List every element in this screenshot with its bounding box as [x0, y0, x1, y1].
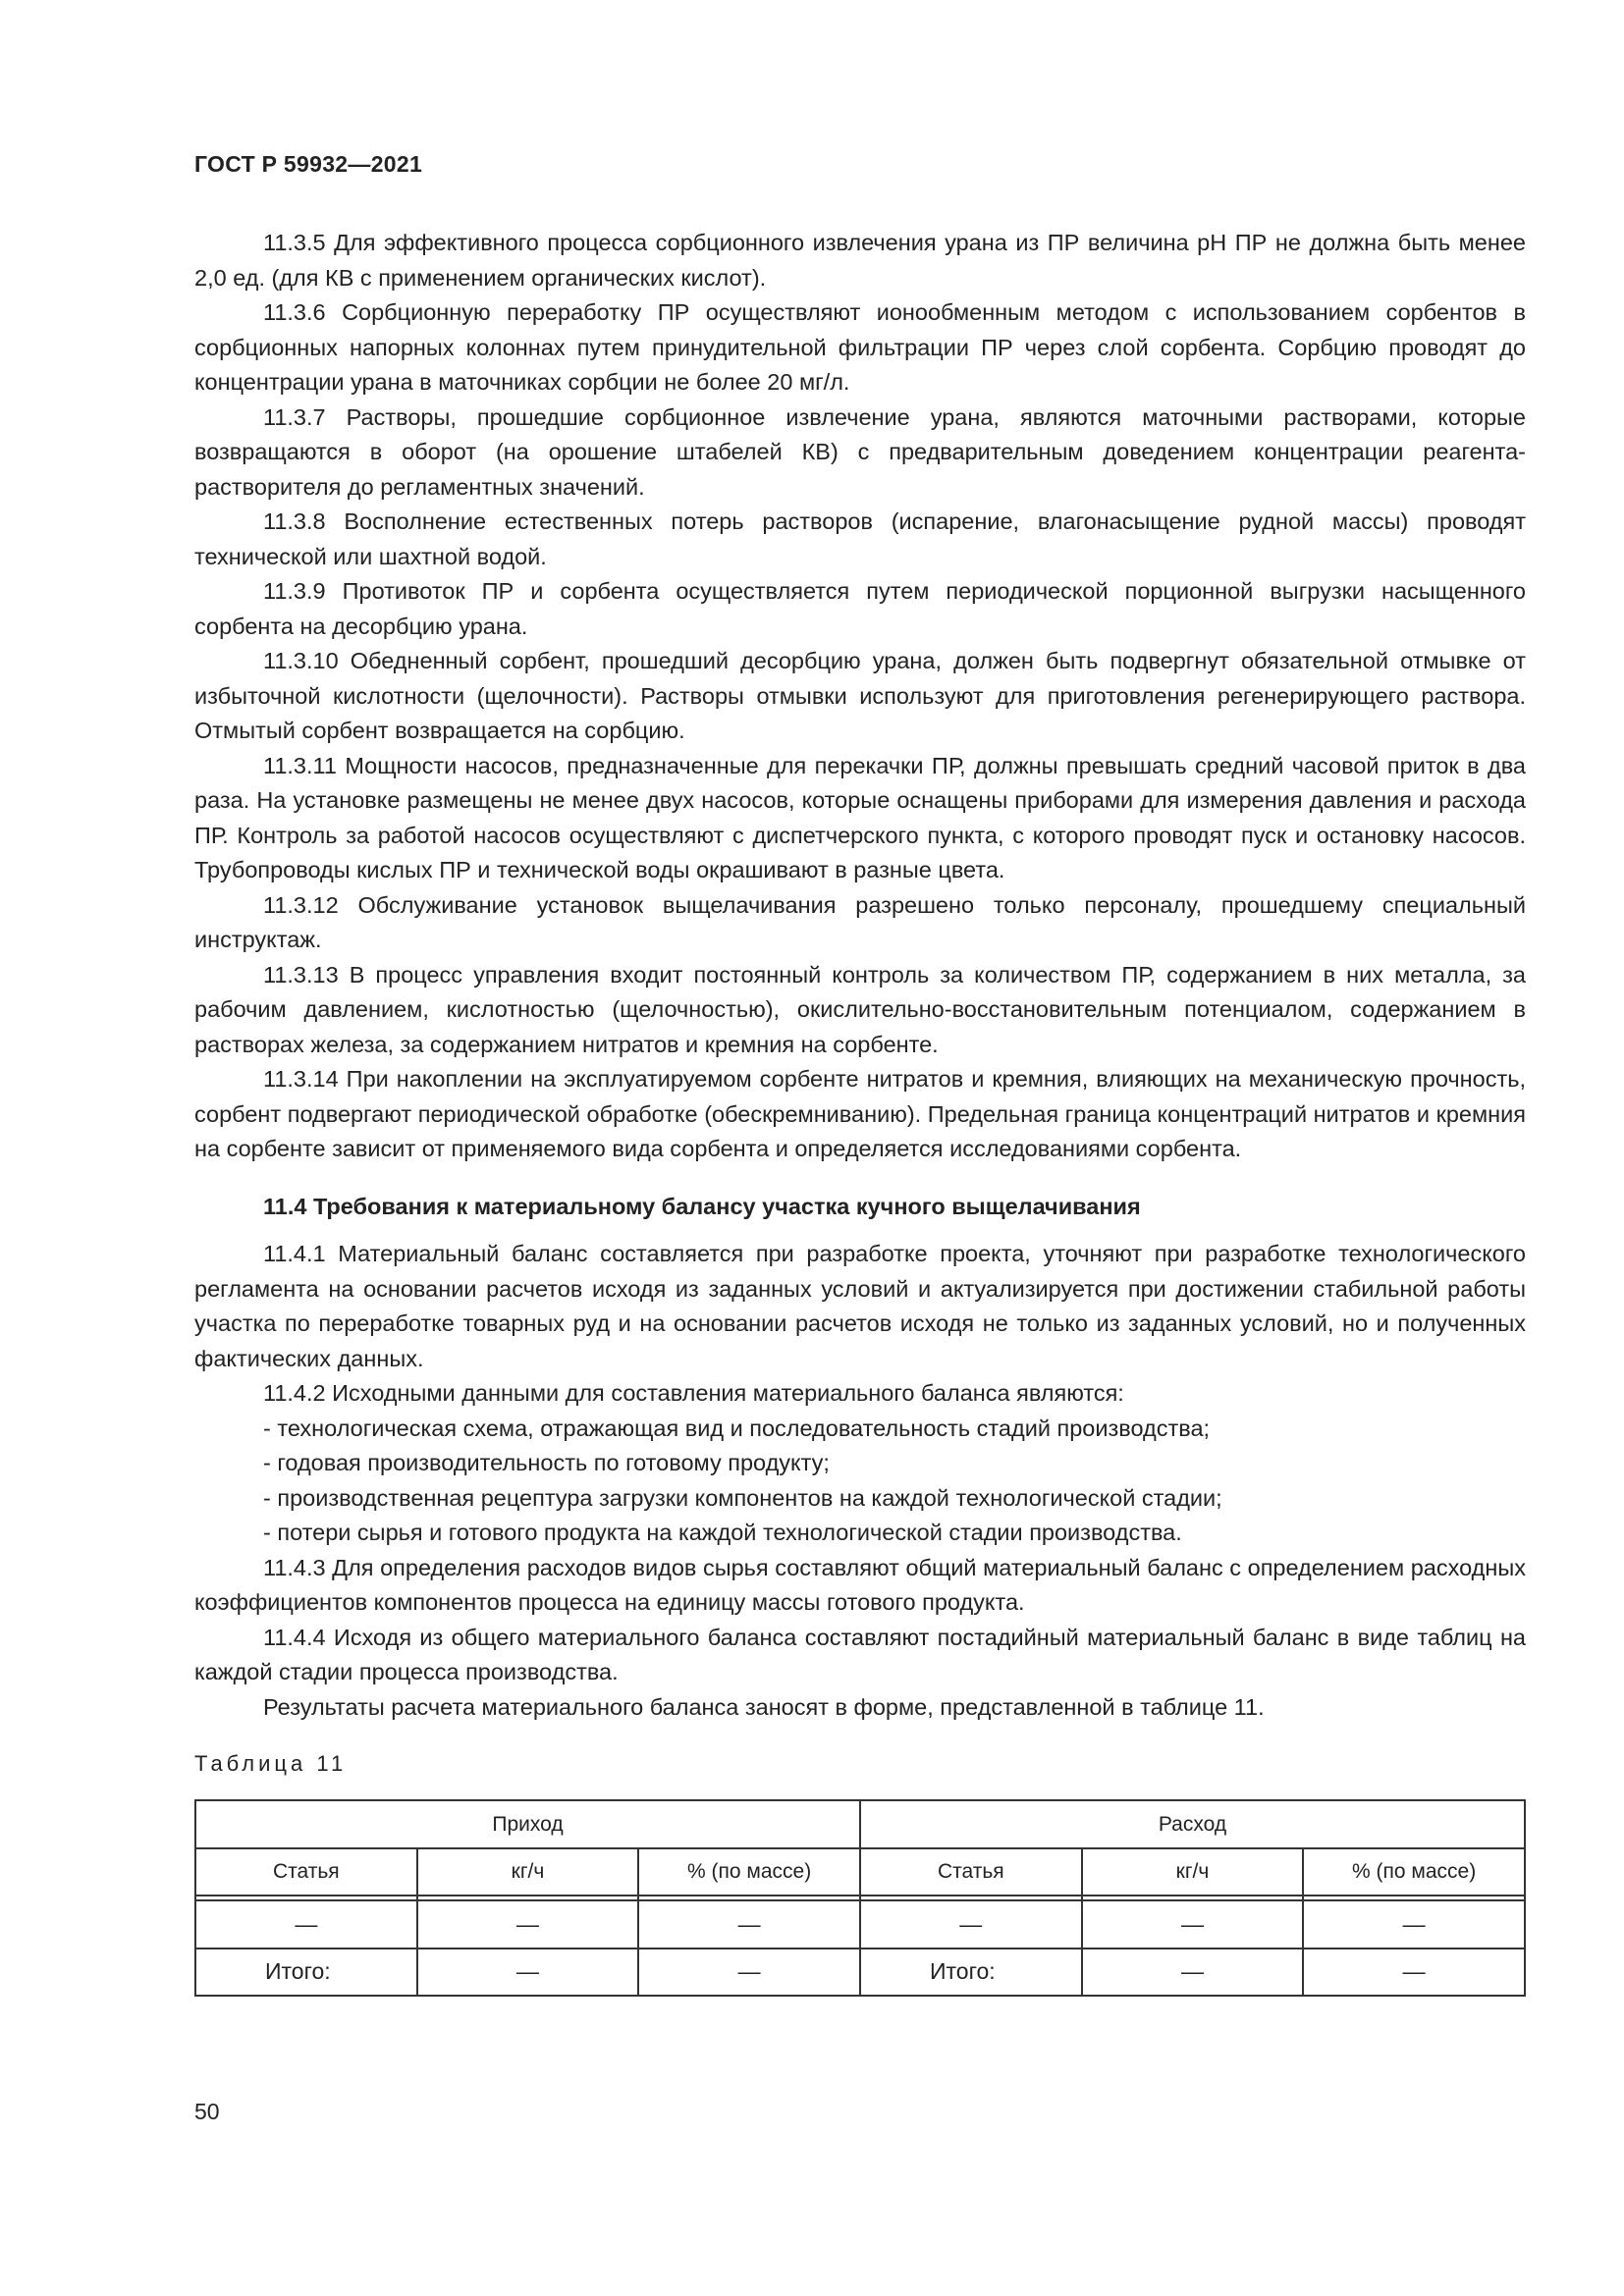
table-row — [195, 1900, 1525, 1949]
source-data-list — [194, 1412, 1526, 1551]
table-cell: — — [1303, 1949, 1525, 1996]
table-group-header-row — [195, 1800, 1525, 1848]
table-cell: — — [638, 1900, 860, 1949]
table-cell: — — [195, 1900, 417, 1949]
paragraph-results: Результаты расчета материального баланса заносят в форме, представленной в таблице 11. — [263, 1693, 1265, 1720]
paragraph-11-3-10: 11.3.10 Обедненный сорбент, прошедший десорбцию урана, должен быть подвергнут обязательной отмывке от избыточной кислотности (щелочности). Растворы отмывки используют для приготовления регенерирующего раствора. Отмытый сорбент возвращается на сорбцию. — [194, 648, 1526, 743]
paragraph-11-3-13: 11.3.13 В процесс управления входит постоянный контроль за количеством ПР, содержанием в них металла, за рабочим давлением, кислотностью (щелочностью), окислительно-восстановительным потенциалом, содержанием в растворах железа, за содержанием нитратов и кремния на сорбенте. — [194, 961, 1526, 1057]
paragraph-11-3-7: 11.3.7 Растворы, прошедшие сорбционное извлечение урана, являются маточными растворами, которые возвращаются в оборот (на орошение штабелей КВ) с предварительным доведением концентрации реагента-растворителя до регламентных значений. — [194, 403, 1526, 500]
paragraph-11-4-2: 11.4.2 Исходными данными для составления материального баланса являются: — [263, 1380, 1124, 1406]
table-cell: — — [860, 1900, 1082, 1949]
column-header: Статья — [860, 1848, 1082, 1896]
paragraph-11-3-11: 11.3.11 Мощности насосов, предназначенные для перекачки ПР, должны превышать средний часовой приток в два раза. На установке размещены не менее двух насосов, которые оснащены приборами для измерения давления и расхода ПР. Контроль за работой насосов осуществляют с диспетчерского пункта, с которого проводят пуск и остановку насосов. Трубопроводы кислых ПР и технической воды окрашивают в разные цвета. — [194, 752, 1526, 882]
table-cell: — — [638, 1949, 860, 1996]
total-label-expense: Итого: — [860, 1949, 1082, 1996]
table-cell: — — [1082, 1900, 1304, 1949]
table-column-header-row — [195, 1848, 1525, 1896]
paragraph-11-3-9: 11.3.9 Противоток ПР и сорбента осуществляется путем периодической порционной выгрузки насыщенного сорбента на десорбцию урана. — [194, 578, 1526, 639]
section-heading-11-4: 11.4 Требования к материальному балансу участка кучного выщелачивания — [263, 1193, 1141, 1219]
table-cell: — — [417, 1900, 639, 1949]
group-header-expense: Расход — [860, 1800, 1525, 1848]
paragraph-11-3-14: 11.3.14 При накоплении на эксплуатируемом сорбенте нитратов и кремния, влияющих на механическую прочность, сорбент подвергают периодической обработке (обескремниванию). Предельная граница концентраций нитратов и кремния на сорбенте зависит от применяемого вида сорбента и определяется исследованиями сорбента. — [194, 1066, 1526, 1161]
table-cell: — — [1082, 1949, 1304, 1996]
table-cell: — — [417, 1949, 639, 1996]
list-item: - производственная рецептура загрузки компонентов на каждой технологической стадии; — [263, 1484, 1222, 1511]
column-header: кг/ч — [1082, 1848, 1304, 1896]
paragraph-11-3-12: 11.3.12 Обслуживание установок выщелачивания разрешено только персоналу, прошедшему специальный инструктаж. — [194, 891, 1526, 952]
paragraph-11-4-4: 11.4.4 Исходя из общего материального баланса составляют постадийный материальный баланс в виде таблиц на каждой стадии процесса производства. — [194, 1624, 1526, 1684]
group-header-income: Приход — [195, 1800, 860, 1848]
column-header: Статья — [195, 1848, 417, 1896]
paragraph-11-3-8: 11.3.8 Восполнение естественных потерь растворов (испарение, влагонасыщение рудной массы) проводят технической или шахтной водой. — [194, 508, 1526, 569]
material-balance-table — [194, 1799, 1526, 1997]
page-number: 50 — [194, 2099, 220, 2124]
paragraph-11-3-6: 11.3.6 Сорбционную переработку ПР осуществляют ионообменным методом с использованием сорбентов в сорбционных напорных колоннах путем принудительной фильтрации ПР через слой сорбента. Сорбцию проводят до концентрации урана в маточниках сорбции не более 20 мг/л. — [194, 299, 1526, 395]
page-body — [194, 226, 1526, 1997]
table-total-row — [195, 1949, 1525, 1996]
column-header: % (по массе) — [638, 1848, 860, 1896]
list-item: - годовая производительность по готовому продукту; — [263, 1450, 830, 1475]
document-code: ГОСТ Р 59932—2021 — [194, 151, 423, 177]
paragraph-11-4-3: 11.4.3 Для определения расходов видов сырья составляют общий материальный баланс с определением расходных коэффициентов компонентов процесса на единицу массы готового продукта. — [194, 1554, 1526, 1615]
paragraph-11-3-5: 11.3.5 Для эффективного процесса сорбционного извлечения урана из ПР величина pH ПР не должна быть менее 2,0 ед. (для КВ с применением органических кислот). — [194, 230, 1526, 291]
list-item: - технологическая схема, отражающая вид и последовательность стадий производства; — [263, 1415, 1211, 1441]
column-header: % (по массе) — [1303, 1848, 1525, 1896]
table-caption: Таблица 11 — [194, 1751, 348, 1776]
paragraph-11-4-1: 11.4.1 Материальный баланс составляется при разработке проекта, уточняют при разработке технологического регламента на основании расчетов исходя из заданных условий и актуализируется при достижении стабильной работы участка по переработке товарных руд и на основании расчетов исходя не только из заданных условий, но и полученных фактических данных. — [194, 1241, 1526, 1371]
table-cell: — — [1303, 1900, 1525, 1949]
list-item: - потери сырья и готового продукта на каждой технологической стадии производства. — [263, 1520, 1182, 1545]
total-label-income: Итого: — [195, 1949, 417, 1996]
column-header: кг/ч — [417, 1848, 639, 1896]
